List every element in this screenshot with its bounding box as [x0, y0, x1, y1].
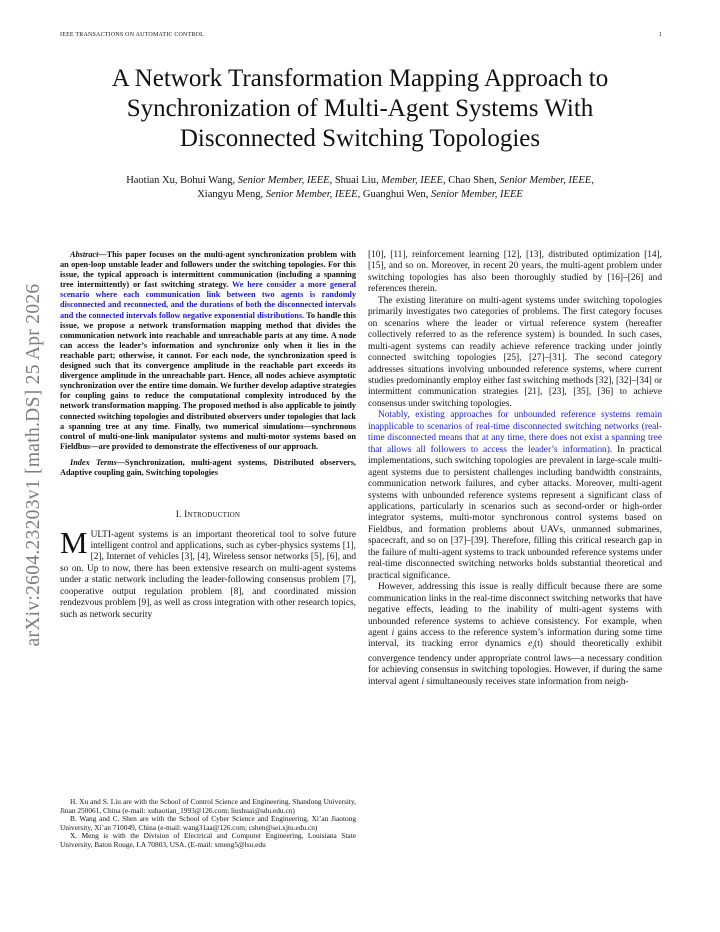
author-name: Chao Shen [448, 175, 495, 186]
index-terms-dash: — [116, 457, 126, 467]
footnote: B. Wang and C. Shen are with the School of Cyber Science and Engineering, Xi’an Jiaotong University, Xi’an 710049, China (e-mail: wang31aa@126.com; cshen@sei.xjtu.edu.cn) [60, 814, 356, 832]
intro-text-3: In practical implementations, such switching topologies are prevalent in large-scale multi-agent systems due to persistent challenges including bandwidth constraints, communication network failures, and cyber attacks. Moreover, multi-agent systems with unbounded reference systems represent a significant class of applications, particularly in scenarios such as second-order or high-order integrator systems, multi-motor synchronous control systems based on Fieldbus, and formation problems about UAVs, unmanned submarines, spacecraft, and so on [37]–[39]. Therefore, filling this critical research gap in the failure of multi-agent systems to track unbounded reference systems under real-time disconnected switching networks holds substantial theoretical and practical significance. [368, 444, 662, 581]
intro-highlight: Notably, existing approaches for unbounded reference systems remain inapplicable to scenarios of real-time disconnected switching networks (real-time disconnected means that at any time, there does not exist a spanning tree that allows all followers to access the leader’s information). [368, 410, 662, 455]
abstract-highlight: We here consider a more general scenario where each communication link between two agents is randomly disconnected and reconnected, and the durations of both the disconnected intervals and the connected intervals follow negative exponential distributions. [60, 280, 356, 320]
arxiv-stamp-text: arXiv:2604.23203v1 [math.DS] 25 Apr 2026 [23, 283, 44, 647]
author-role: Senior Member, IEEE [499, 175, 592, 186]
section-heading [60, 510, 356, 521]
intro-text-4a: However, addressing this issue is really difficult because there are some communication links in the real-time disconnect switching networks that have negative effects, leading to the inability of multi-agent systems with unbounded reference systems to achieve consistency. For example, when agent [368, 582, 662, 638]
abstract [60, 250, 356, 452]
left-column [60, 250, 356, 621]
author-role: Senior Member, IEEE [237, 175, 330, 186]
running-header: IEEE TRANSACTIONS ON AUTOMATIC CONTROL [60, 32, 205, 38]
author-name: Guanghui Wen [362, 189, 426, 200]
math-error: e [528, 639, 533, 650]
footnote: H. Xu and S. Liu are with the School of Control Science and Engineering, Shandong University, Jinan 250061, China (e-mail: xuhaotian_1993@126.com; liushuai@sdu.edu.cn) [60, 797, 356, 815]
abstract-label: Abstract [70, 250, 99, 259]
author-role: Member, IEEE [381, 175, 444, 186]
math-subscript: i [532, 644, 535, 652]
intro-paragraph-4 [368, 582, 662, 688]
math-var: i [421, 676, 425, 687]
author-name: Xiangyu Meng [197, 189, 261, 200]
math-arg: (t) [534, 639, 543, 650]
intro-text-4c: should theoretically exhibit convergence tendency under appropriate control laws—a necessary condition for achieving consensus in switching topologies. However, if during the same interval agent [368, 639, 662, 687]
abstract-dash: — [98, 250, 107, 259]
author-role: Senior Member, IEEE [430, 189, 523, 200]
right-column [368, 250, 662, 688]
section-title: Introduction [184, 510, 241, 521]
index-terms-label: Index Terms [70, 457, 117, 467]
arxiv-stamp [14, 245, 54, 685]
author-name: Shuai Liu [334, 175, 376, 186]
author-name: Bohui Wang [180, 175, 233, 186]
intro-text-4b: gains access to the reference system’s information during some time interval, its tracking error dynamics [368, 627, 662, 650]
paper-title: A Network Transformation Mapping Approach to Synchronization of Multi-Agent Systems With Disconnected Switching Topologies [111, 65, 609, 152]
intro-paragraph [60, 524, 356, 622]
abstract-text: This paper focuses on the multi-agent synchronization problem with an open-loop unstable leader and followers under the switching topologies. For this issue, the typical approach is intermittent communication (including a spanning tree intermittently) or fast switching strategy. [60, 250, 356, 290]
author-role: Senior Member, IEEE [265, 189, 358, 200]
author-list: Haotian Xu, Bohui Wang, Senior Member, IEEE, Shuai Liu, Member, IEEE, Chao Shen, Senior Member, IEEE, Xiangyu Meng, Senior Member, IEEE, Guanghui Wen, Senior Member, IEEE [126, 175, 594, 200]
abstract-text-2: To handle this issue, we propose a network transformation mapping method that divides the communication network into reachable and unreachable parts at any time. A node can access the leader’s information and synchronize only when it lies in the reachable part; otherwise, it cannot. For each node, the synchronization speed is designed such that its convergence amplitude in the reachable part exceeds its divergence amplitude in the unreachable part. Hence, all nodes achieve asymptotic synchronization over the entire time domain. We further develop adaptive strategies for coupling gains to reduce the computational complexity introduced by the network transformation mapping. The proposed method is also applicable to jointly connected switching topologies and distributed observers under topologies that lack a spanning tree at any time. Finally, two numerical simulations—synchronous control of multi-one-link manipulator systems and multi-motor systems based on Fieldbus—are provided to demonstrate the effectiveness of our approach. [60, 310, 356, 451]
page-number: 1 [658, 32, 662, 38]
index-terms [60, 458, 356, 478]
intro-continued: [10], [11], reinforcement learning [12], [13], distributed optimization [14], [15], and so on. Moreover, in recent 20 years, the multi-agent problem under switching topologies has also been thoroughly studied by [16]–[26] and references therein. [368, 250, 662, 295]
math-var: i [391, 627, 395, 638]
intro-text: ULTI-agent systems is an important theoretical tool to solve future intelligent control and applications, such as cyber-physics systems [1], [2], Internet of vehicles [3], [4], Wireless sensor networks [5], [6], and so on. Up to now, there has been extensive research on multi-agent systems under a static network including the leader-following consensus problem [7], cooperative output regulation problem [8], and coordinated mission rendezvous problem [9], as well as cross integration with other research topics, such as network security [60, 529, 356, 620]
intro-paragraph-2: The existing literature on multi-agent systems under switching topologies primarily investigates two categories of problems. The first category focuses on scenarios where the leader or virtual reference system (hereafter collectively referred to as the reference system) is bounded. In such cases, multi-agent systems can readily achieve reference tracking under jointly connected switching topologies [25], [27]–[31]. The second category addresses situations involving unbounded reference systems, where current studies predominantly employ either fast switching methods [32], [32]–[34] or intermittent communication strategies [21], [23], [35], [36] to achieve consensus under switching topologies. [368, 295, 662, 409]
intro-text-4d: simultaneously receives state information from neigh- [424, 676, 629, 687]
section-number: I. [175, 510, 185, 521]
index-terms-text: Synchronization, multi-agent systems, Distributed observers, Adaptive coupling gain, Switching topologies [60, 457, 356, 477]
intro-paragraph-3 [368, 410, 662, 582]
affiliation-footnotes [60, 798, 356, 850]
drop-cap: M [60, 524, 88, 560]
author-name: Haotian Xu [126, 175, 175, 186]
footnote: X. Meng is with the Division of Electrical and Computer Engineering, Louisiana State University, Baton Rouge, LA 70803, USA. (E-mail: xmeng5@lsu.edu [60, 831, 356, 849]
